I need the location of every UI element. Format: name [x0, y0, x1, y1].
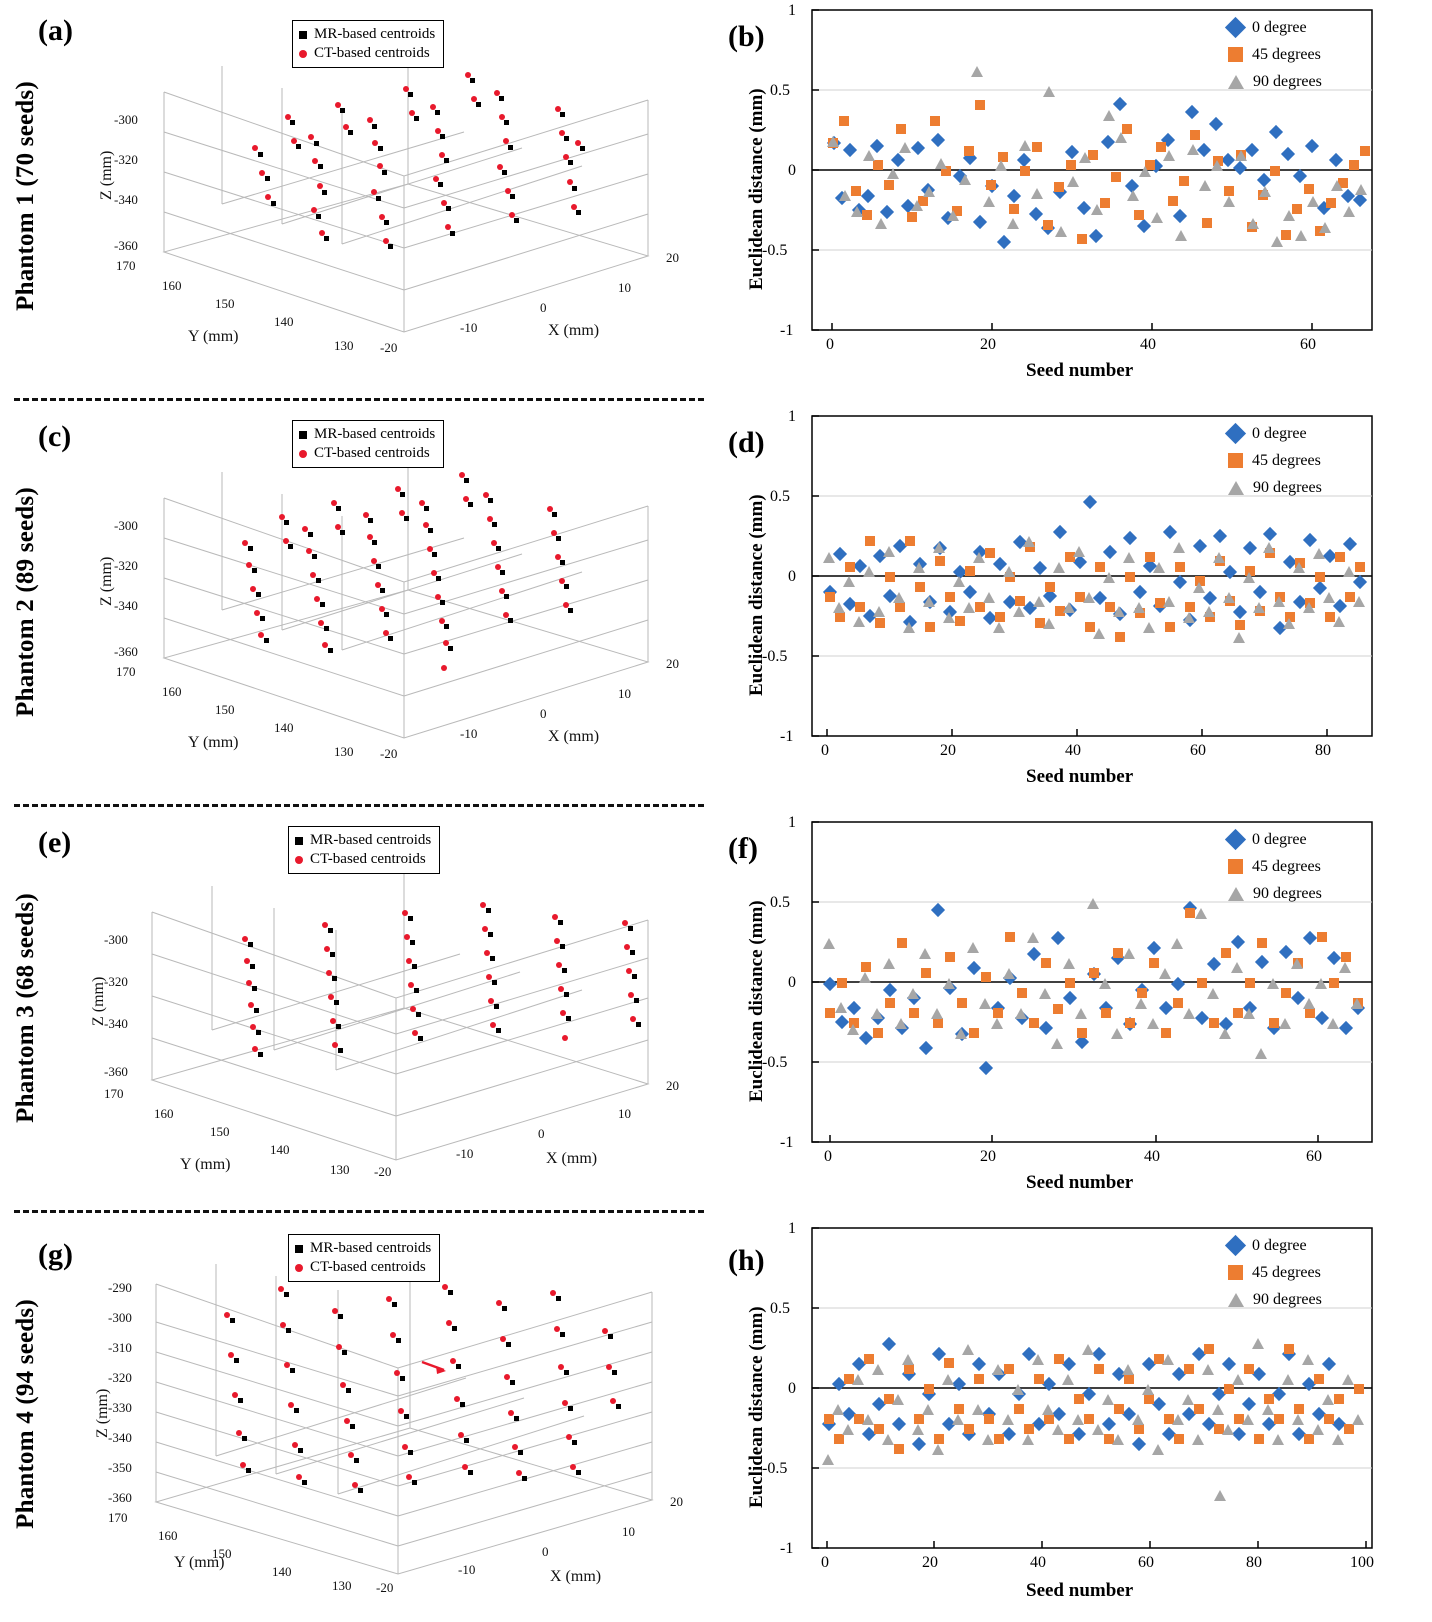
x-tick: -20: [376, 1580, 394, 1595]
square-marker-icon: [295, 1245, 303, 1253]
square-marker-icon: [295, 837, 303, 845]
legend-item-ct: [299, 44, 435, 63]
panel-f-legend: [1228, 826, 1322, 907]
x-tick: 80: [1246, 1554, 1262, 1571]
row-label-phantom-2: [0, 406, 52, 798]
y-tick: 170: [108, 1510, 128, 1525]
legend-item-90deg: [1228, 474, 1322, 501]
y-axis-label: Euclidean distance (mm): [746, 88, 767, 290]
x-tick: -10: [460, 320, 478, 335]
x-axis-label: Seed number: [1026, 1172, 1134, 1193]
y-tick: 1: [788, 814, 796, 831]
z-tick: -340: [104, 1016, 128, 1031]
row-label-phantom-4: [0, 1218, 52, 1610]
legend-label: MR-based centroids: [310, 1240, 432, 1256]
panel-e-legend: [288, 826, 440, 874]
panel-h-scatter: [712, 1218, 1432, 1610]
legend-item-ct: [295, 850, 431, 869]
y-tick: -1: [780, 322, 794, 339]
circle-marker-icon: [299, 450, 307, 458]
legend-item-0deg: [1228, 1232, 1322, 1259]
x-tick: 20: [666, 250, 679, 265]
y-tick: 130: [334, 744, 354, 759]
x-tick: 40: [1140, 336, 1156, 353]
triangle-marker-icon: [1228, 75, 1244, 89]
legend-label: MR-based centroids: [314, 26, 436, 42]
legend-label: 45 degrees: [1252, 46, 1321, 63]
z-axis-title: Z (mm): [94, 1388, 111, 1438]
y-axis-title: Y (mm): [180, 1156, 231, 1173]
diamond-marker-icon: [1225, 17, 1246, 38]
legend-item-mr: [299, 425, 435, 444]
circle-marker-icon: [295, 1264, 303, 1272]
y-tick: 0: [788, 974, 796, 991]
legend-item-45deg: [1228, 41, 1322, 68]
legend-label: 90 degrees: [1253, 73, 1322, 90]
x-tick: 20: [670, 1494, 683, 1509]
x-axis-label: Seed number: [1026, 360, 1134, 381]
figure-row-2: [0, 406, 1432, 798]
panel-d-canvas: [712, 406, 1432, 798]
panel-b-canvas: [712, 0, 1432, 392]
y-tick: 150: [212, 1546, 232, 1561]
legend-label: 45 degrees: [1252, 452, 1321, 469]
panel-letter-d: (d): [728, 426, 765, 459]
y-tick: -0.5: [762, 648, 788, 665]
y-axis-title: Y (mm): [188, 734, 239, 751]
y-axis-label: Euclidean distance (mm): [746, 1306, 767, 1508]
panel-letter-f: (f): [728, 832, 758, 865]
z-tick: -350: [108, 1460, 132, 1475]
x-tick: 40: [1144, 1148, 1160, 1165]
y-tick: 0.5: [770, 488, 790, 505]
x-tick: 0: [542, 1544, 549, 1559]
z-tick: -340: [114, 192, 138, 207]
y-tick: -1: [780, 728, 794, 745]
figure-row-4: [0, 1218, 1432, 1610]
panel-a-3d-scatter: [38, 0, 712, 392]
panel-d-scatter: [712, 406, 1432, 798]
legend-label: CT-based centroids: [310, 851, 426, 867]
panel-b-legend: [1228, 14, 1322, 95]
legend-item-mr: [295, 831, 431, 850]
y-tick: 160: [162, 278, 182, 293]
z-tick: -290: [108, 1280, 132, 1295]
y-tick: 170: [104, 1086, 124, 1101]
x-tick: 20: [666, 1078, 679, 1093]
panel-letter-a: (a): [38, 14, 73, 47]
legend-label: 0 degree: [1252, 425, 1307, 442]
diamond-marker-icon: [1225, 423, 1246, 444]
legend-label: 90 degrees: [1253, 479, 1322, 496]
legend-label: 0 degree: [1252, 19, 1307, 36]
z-axis-title: Z (mm): [98, 556, 115, 606]
z-tick: -360: [108, 1490, 132, 1505]
y-tick: 130: [334, 338, 354, 353]
row-label-text: Phantom 1 (70 seeds): [12, 81, 39, 311]
circle-marker-icon: [299, 50, 307, 58]
x-tick: 80: [1315, 742, 1331, 759]
z-tick: -320: [114, 558, 138, 573]
x-axis-label: Seed number: [1026, 1580, 1134, 1601]
legend-item-0deg: [1228, 420, 1322, 447]
y-tick: 1: [788, 408, 796, 425]
legend-item-45deg: [1228, 447, 1322, 474]
y-tick: 0: [788, 162, 796, 179]
legend-item-45deg: [1228, 1259, 1322, 1286]
y-tick: 0.5: [770, 82, 790, 99]
row-divider-2: [0, 798, 1432, 812]
y-tick: 130: [330, 1162, 350, 1177]
z-tick: -360: [114, 238, 138, 253]
x-tick: -10: [456, 1146, 474, 1161]
y-tick: 0: [788, 568, 796, 585]
y-tick: -0.5: [762, 1460, 788, 1477]
row-label-phantom-1: [0, 0, 52, 392]
y-tick: 170: [116, 664, 136, 679]
panel-b-scatter: [712, 0, 1432, 392]
y-tick: 0.5: [770, 894, 790, 911]
row-label-text: Phantom 3 (68 seeds): [12, 893, 39, 1123]
y-axis-title: Y (mm): [188, 328, 239, 345]
legend-label: CT-based centroids: [310, 1259, 426, 1275]
z-tick: -340: [108, 1430, 132, 1445]
z-tick: -340: [114, 598, 138, 613]
legend-label: 0 degree: [1252, 1237, 1307, 1254]
z-tick: -320: [114, 152, 138, 167]
panel-letter-c: (c): [38, 420, 72, 453]
y-tick: 140: [274, 314, 294, 329]
x-tick: 20: [980, 1148, 996, 1165]
y-tick: -0.5: [762, 1054, 788, 1071]
triangle-marker-icon: [1228, 481, 1244, 495]
panel-letter-b: (b): [728, 20, 765, 53]
legend-label: 90 degrees: [1253, 1291, 1322, 1308]
x-tick: 0: [821, 742, 829, 759]
x-tick: 10: [618, 1106, 631, 1121]
legend-label: 45 degrees: [1252, 858, 1321, 875]
y-tick: 170: [116, 258, 136, 273]
y-tick: 0: [788, 1380, 796, 1397]
panel-g-3d-scatter: [38, 1218, 712, 1610]
y-tick: 160: [154, 1106, 174, 1121]
square-marker-icon: [299, 431, 307, 439]
z-tick: -320: [104, 974, 128, 989]
legend-label: 0 degree: [1252, 831, 1307, 848]
panel-g-legend: [288, 1234, 440, 1282]
x-tick: 20: [940, 742, 956, 759]
panel-letter-g: (g): [38, 1238, 73, 1271]
y-tick: -0.5: [762, 242, 788, 259]
y-tick: 1: [788, 2, 796, 19]
z-tick: -310: [108, 1340, 132, 1355]
figure-row-1: [0, 0, 1432, 392]
panel-f-canvas: [712, 812, 1432, 1204]
y-axis-label: Euclidean distance (mm): [746, 494, 767, 696]
x-axis-title: X (mm): [548, 728, 600, 745]
legend-item-45deg: [1228, 853, 1322, 880]
y-tick: 160: [162, 684, 182, 699]
x-tick: 60: [1190, 742, 1206, 759]
legend-item-mr: [295, 1239, 431, 1258]
x-axis-label: Seed number: [1026, 766, 1134, 787]
x-tick: 20: [922, 1554, 938, 1571]
x-tick: -20: [374, 1164, 392, 1179]
panel-letter-e: (e): [38, 826, 72, 859]
x-tick: 20: [666, 656, 679, 671]
legend-item-ct: [299, 444, 435, 463]
legend-label: 90 degrees: [1253, 885, 1322, 902]
legend-label: 45 degrees: [1252, 1264, 1321, 1281]
x-tick: 0: [821, 1554, 829, 1571]
x-tick: 40: [1065, 742, 1081, 759]
y-axis-title: Y (mm): [174, 1554, 225, 1571]
y-tick: 160: [158, 1528, 178, 1543]
legend-item-ct: [295, 1258, 431, 1277]
x-tick: 0: [824, 1148, 832, 1165]
z-tick: -330: [108, 1400, 132, 1415]
panel-d-legend: [1228, 420, 1322, 501]
legend-label: CT-based centroids: [314, 45, 430, 61]
x-tick: 40: [1030, 1554, 1046, 1571]
legend-item-0deg: [1228, 826, 1322, 853]
diamond-marker-icon: [1225, 829, 1246, 850]
x-tick: 60: [1306, 1148, 1322, 1165]
z-tick: -300: [108, 1310, 132, 1325]
figure-row-3: [0, 812, 1432, 1204]
y-tick: 140: [274, 720, 294, 735]
panel-h-legend: [1228, 1232, 1322, 1313]
y-tick: -1: [780, 1134, 794, 1151]
z-axis-title: Z (mm): [90, 976, 107, 1026]
square-marker-icon: [1228, 453, 1243, 468]
x-tick: 10: [618, 280, 631, 295]
panel-c-3d-scatter: [38, 406, 712, 798]
triangle-marker-icon: [1228, 1293, 1244, 1307]
x-tick: 10: [622, 1524, 635, 1539]
x-tick: 100: [1350, 1554, 1374, 1571]
x-tick: 0: [540, 300, 547, 315]
row-label-phantom-3: [0, 812, 52, 1204]
z-axis-title: Z (mm): [98, 150, 115, 200]
square-marker-icon: [299, 31, 307, 39]
x-tick: 0: [540, 706, 547, 721]
y-tick: 150: [215, 702, 235, 717]
legend-item-90deg: [1228, 880, 1322, 907]
row-label-text: Phantom 4 (94 seeds): [12, 1299, 39, 1529]
z-tick: -300: [114, 112, 138, 127]
y-tick: 1: [788, 1220, 796, 1237]
x-tick: 10: [618, 686, 631, 701]
legend-item-90deg: [1228, 68, 1322, 95]
y-tick: 130: [332, 1578, 352, 1593]
panel-e-3d-scatter: [38, 812, 712, 1204]
panel-letter-h: (h): [728, 1244, 765, 1277]
y-tick: 150: [210, 1124, 230, 1139]
square-marker-icon: [1228, 859, 1243, 874]
y-axis-label: Euclidean distance (mm): [746, 900, 767, 1102]
x-tick: 0: [538, 1126, 545, 1141]
z-tick: -360: [104, 1064, 128, 1079]
x-tick: -10: [458, 1562, 476, 1577]
square-marker-icon: [1228, 47, 1243, 62]
y-tick: 0.5: [770, 1300, 790, 1317]
triangle-marker-icon: [1228, 887, 1244, 901]
x-tick: 60: [1138, 1554, 1154, 1571]
x-tick: -20: [380, 746, 398, 761]
y-tick: 150: [215, 296, 235, 311]
row-divider-3: [0, 1204, 1432, 1218]
x-axis-title: X (mm): [546, 1150, 598, 1167]
legend-label: MR-based centroids: [314, 426, 436, 442]
panel-c-legend: [292, 420, 444, 468]
diamond-marker-icon: [1225, 1235, 1246, 1256]
x-tick: 0: [826, 336, 834, 353]
x-axis-title: X (mm): [548, 322, 600, 339]
x-axis-title: X (mm): [550, 1568, 602, 1585]
legend-item-mr: [299, 25, 435, 44]
legend-item-0deg: [1228, 14, 1322, 41]
panel-a-legend: [292, 20, 444, 68]
row-label-text: Phantom 2 (89 seeds): [12, 487, 39, 717]
legend-label: CT-based centroids: [314, 445, 430, 461]
legend-item-90deg: [1228, 1286, 1322, 1313]
panel-f-scatter: [712, 812, 1432, 1204]
circle-marker-icon: [295, 856, 303, 864]
z-tick: -320: [108, 1370, 132, 1385]
x-tick: 60: [1300, 336, 1316, 353]
x-tick: 20: [980, 336, 996, 353]
panel-h-canvas: [712, 1218, 1432, 1610]
y-tick: -1: [780, 1540, 794, 1557]
x-tick: -20: [380, 340, 398, 355]
x-tick: -10: [460, 726, 478, 741]
y-tick: 140: [270, 1142, 290, 1157]
square-marker-icon: [1228, 1265, 1243, 1280]
row-divider-1: [0, 392, 1432, 406]
legend-label: MR-based centroids: [310, 832, 432, 848]
z-tick: -300: [104, 932, 128, 947]
z-tick: -360: [114, 644, 138, 659]
z-tick: -300: [114, 518, 138, 533]
y-tick: 140: [272, 1564, 292, 1579]
